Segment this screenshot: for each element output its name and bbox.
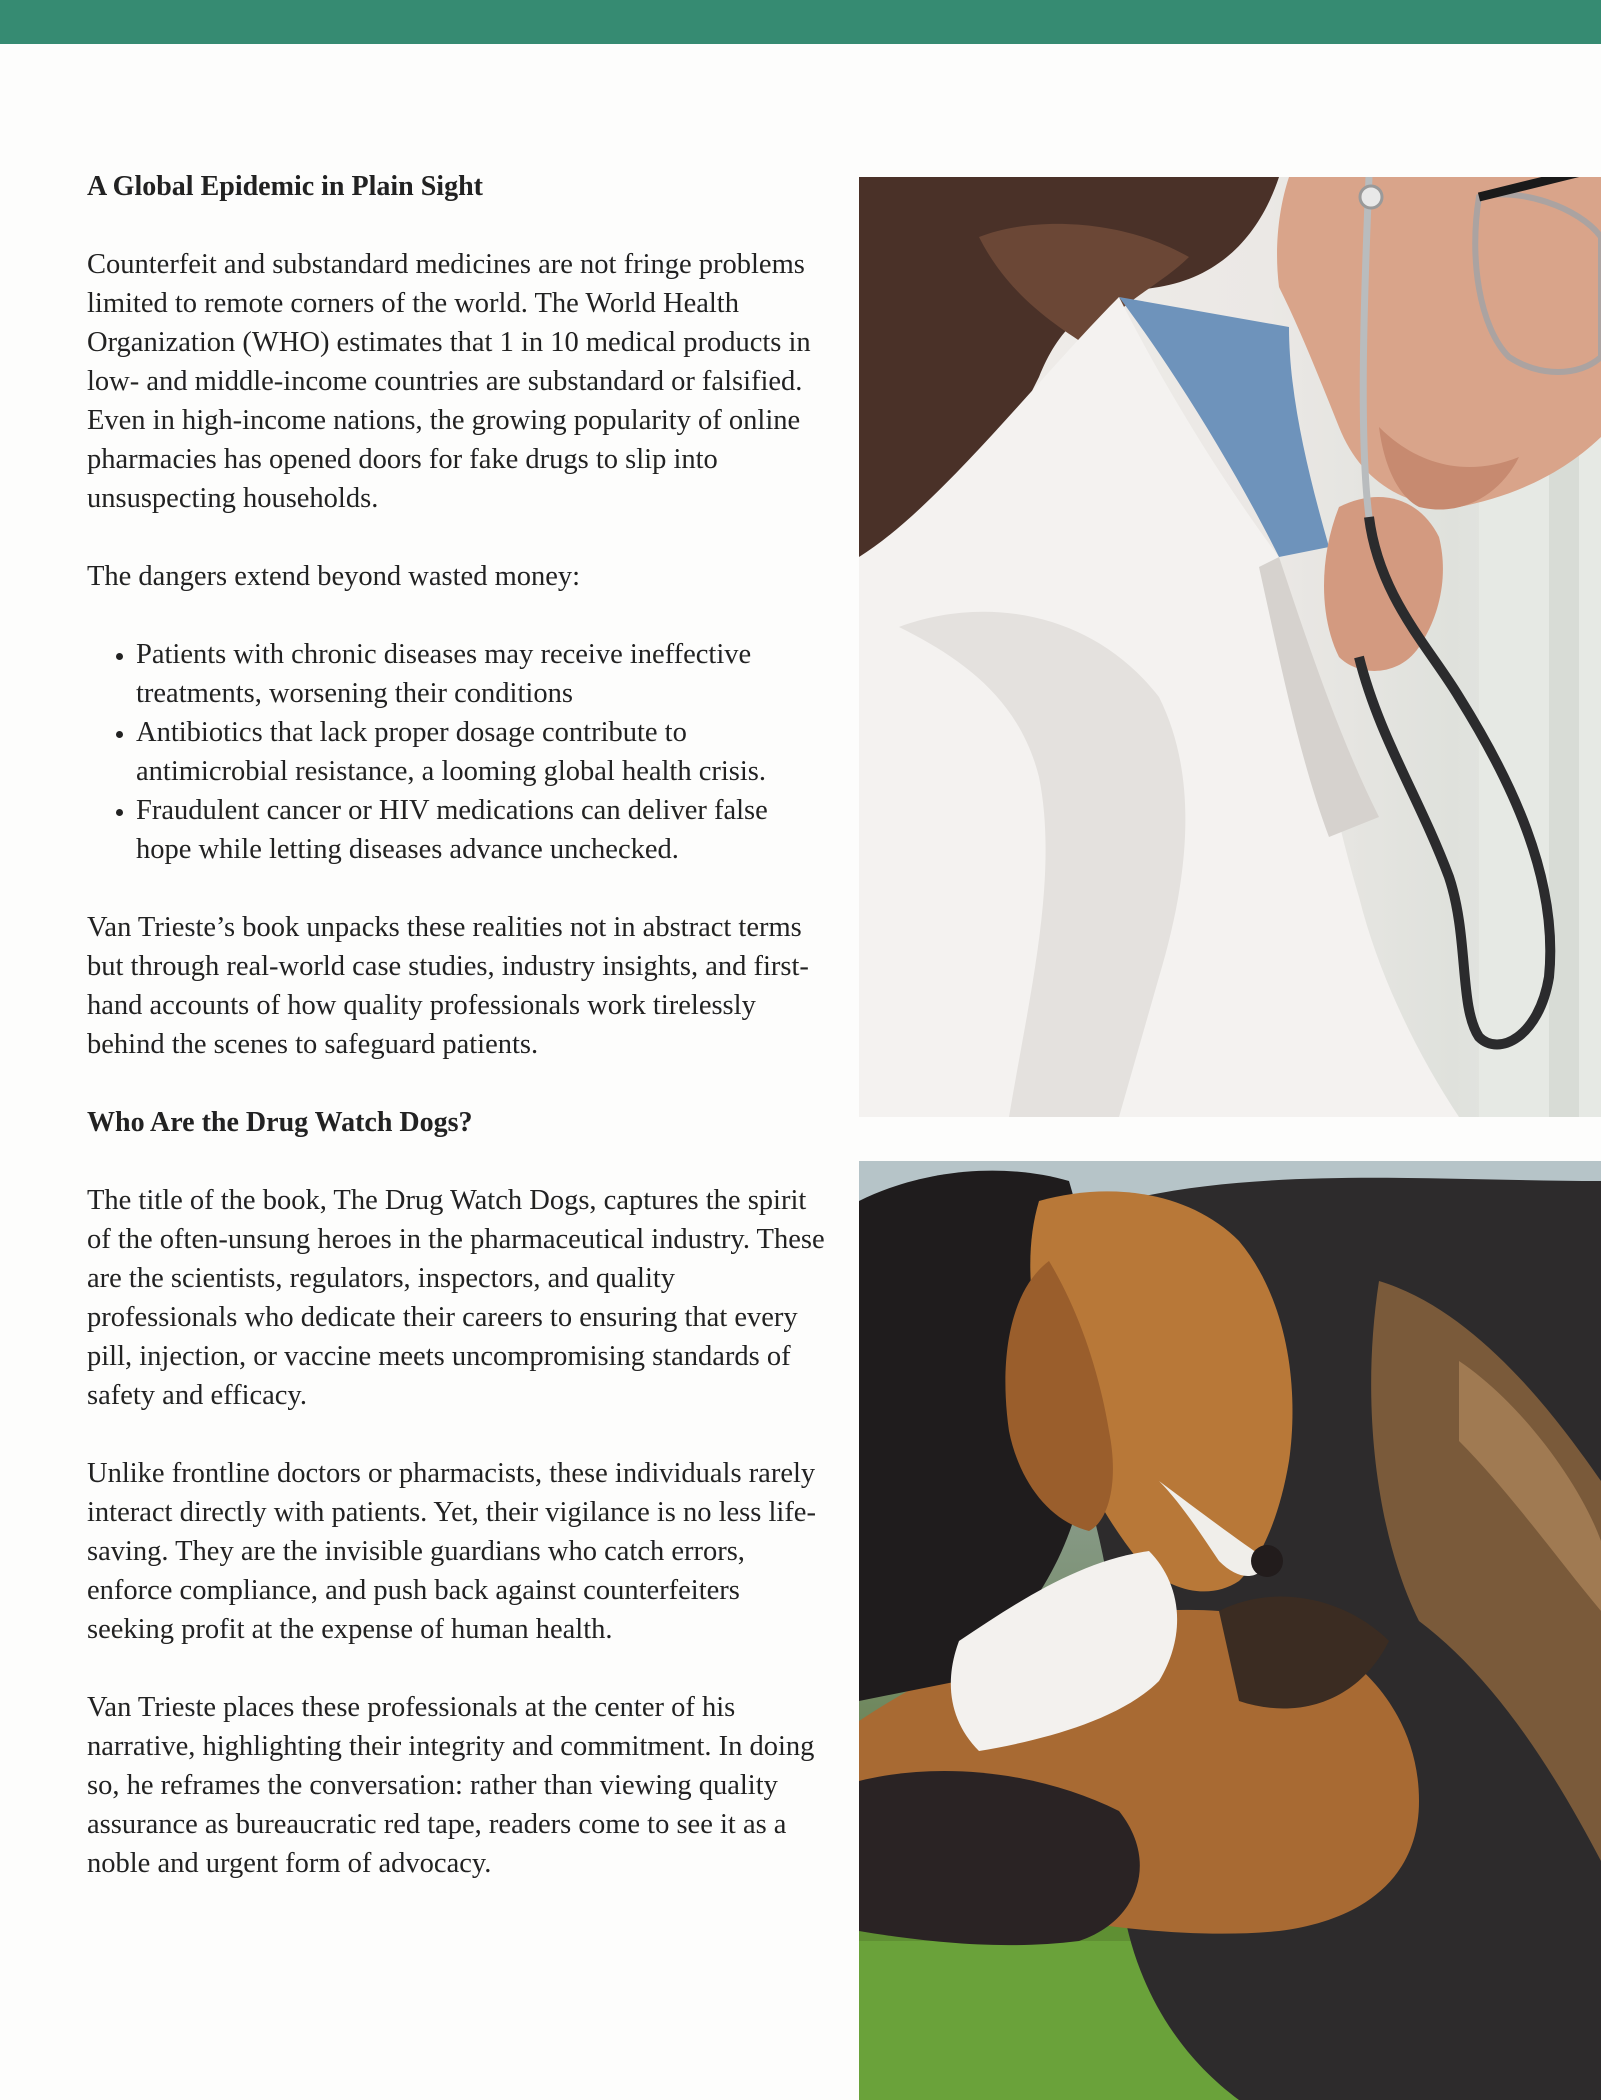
veterinarian-photo bbox=[859, 177, 1601, 1117]
section-heading-global-epidemic: A Global Epidemic in Plain Sight bbox=[87, 171, 483, 202]
list-item: • Antibiotics that lack proper dosage contribute to antimicrobial resistance, a looming global health crisis. bbox=[136, 713, 827, 791]
list-item: • Fraudulent cancer or HIV medications can deliver false hope while letting diseases advance unchecked. bbox=[136, 791, 827, 869]
paragraph: Van Trieste places these professionals at the center of his narrative, highlighting their integrity and commitment. In doing so, he reframes the conversation: rather than viewing quality assurance as bureaucratic red tape, readers come to see it as a noble and urgent form of advocacy. bbox=[87, 1692, 815, 1879]
top-accent-bar bbox=[0, 0, 1601, 44]
section-heading-drug-watch-dogs: Who Are the Drug Watch Dogs? bbox=[87, 1107, 473, 1138]
dangers-list bbox=[87, 635, 827, 869]
paragraph: Counterfeit and substandard medicines are not fringe problems limited to remote corners of the world. The World Health Organization (WHO) estimates that 1 in 10 medical products in low- and middle-income countries are substandard or falsified. Even in high-income nations, the growing popularity of online pharmacies has opened doors for fake drugs to slip into unsuspecting households. bbox=[87, 249, 811, 514]
paragraph: The dangers extend beyond wasted money: bbox=[87, 561, 581, 592]
list-item: • Patients with chronic diseases may receive ineffective treatments, worsening their conditions bbox=[136, 635, 827, 713]
article-body bbox=[87, 167, 827, 1922]
paragraph: Van Trieste’s book unpacks these realities not in abstract terms but through real-world case studies, industry insights, and first-hand accounts of how quality professionals work tirelessly behind the scenes to safeguard patients. bbox=[87, 912, 809, 1060]
dogs-photo bbox=[859, 1161, 1601, 2100]
paragraph: The title of the book, The Drug Watch Dogs, captures the spirit of the often-unsung heroes in the pharmaceutical industry. These are the scientists, regulators, inspectors, and quality professionals who dedicate their careers to ensuring that every pill, injection, or vaccine meets uncompromising standards of safety and efficacy. bbox=[87, 1185, 825, 1411]
paragraph: Unlike frontline doctors or pharmacists, these individuals rarely interact directly with patients. Yet, their vigilance is no less life-saving. They are the invisible guardians who catch errors, enforce compliance, and push back against counterfeiters seeking profit at the expense of human health. bbox=[87, 1458, 816, 1645]
